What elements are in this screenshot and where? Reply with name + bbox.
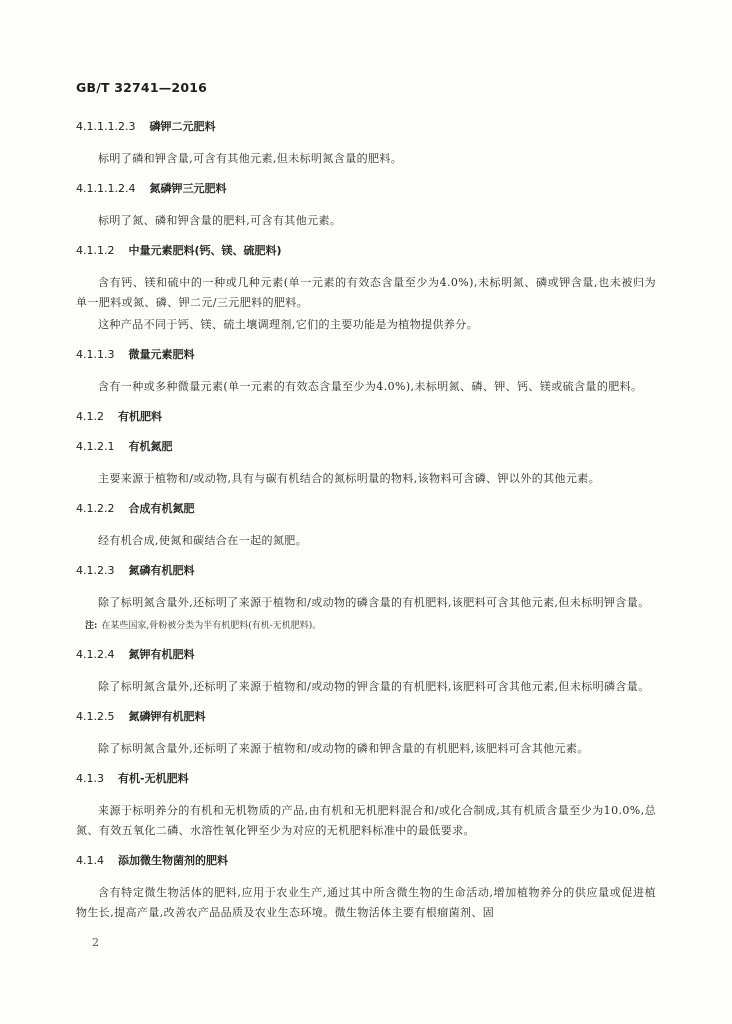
section-title: 微量元素肥料 bbox=[128, 348, 195, 361]
section-number: 4.1.2.5 bbox=[76, 710, 115, 723]
section-number: 4.1.1.3 bbox=[76, 348, 115, 361]
section-title: 有机氮肥 bbox=[128, 440, 173, 453]
section-paragraph: 含有特定微生物活体的肥料,应用于农业生产,通过其中所含微生物的生命活动,增加植物养分的供应量或促进植物生长,提高产量,改善农产品品质及农业生态环境。微生物活体主要有根瘤菌剂、固 bbox=[76, 886, 656, 919]
section-number: 4.1.1.2 bbox=[76, 244, 115, 257]
section-title: 氮磷钾有机肥料 bbox=[128, 710, 206, 723]
note-label: 注: bbox=[85, 621, 98, 631]
section-heading bbox=[76, 647, 656, 663]
section-heading bbox=[76, 563, 656, 579]
section-heading bbox=[76, 119, 656, 135]
section-title: 合成有机氮肥 bbox=[128, 502, 195, 515]
section-number: 4.1.2.2 bbox=[76, 502, 115, 515]
section-number: 4.1.2.4 bbox=[76, 648, 115, 661]
section-paragraph: 除了标明氮含量外,还标明了来源于植物和/或动物的钾含量的有机肥料,该肥料可含其他元素,但未标明磷含量。 bbox=[98, 680, 650, 693]
section-title: 磷钾二元肥料 bbox=[149, 120, 216, 133]
section-number: 4.1.1.1.2.4 bbox=[76, 182, 136, 195]
section-heading bbox=[76, 409, 656, 425]
section-paragraph: 含有一种或多种微量元素(单一元素的有效态含量至少为4.0%),未标明氮、磷、钾、钙、镁或硫含量的肥料。 bbox=[98, 380, 643, 393]
section-paragraph: 除了标明氮含量外,还标明了来源于植物和/或动物的磷含量的有机肥料,该肥料可含其他元素,但未标明钾含量。 bbox=[98, 596, 650, 609]
section-heading bbox=[76, 709, 656, 725]
section-number: 4.1.3 bbox=[76, 772, 104, 785]
section-heading bbox=[76, 501, 656, 517]
section-number: 4.1.2.3 bbox=[76, 564, 115, 577]
section-paragraph: 标明了氮、磷和钾含量的肥料,可含有其他元素。 bbox=[98, 214, 342, 227]
section-paragraph: 这种产品不同于钙、镁、硫土壤调理剂,它们的主要功能是为植物提供养分。 bbox=[98, 318, 479, 331]
section-title: 中量元素肥料(钙、镁、硫肥料) bbox=[128, 244, 282, 257]
section-paragraph: 标明了磷和钾含量,可含有其他元素,但未标明氮含量的肥料。 bbox=[98, 152, 403, 165]
section-note bbox=[76, 619, 656, 633]
section-title: 有机肥料 bbox=[118, 410, 162, 423]
section-heading bbox=[76, 439, 656, 455]
document-body bbox=[76, 119, 656, 935]
page-number: 2 bbox=[92, 936, 99, 949]
section-paragraph: 除了标明氮含量外,还标明了来源于植物和/或动物的磷和钾含量的有机肥料,该肥料可含其他元素。 bbox=[98, 742, 589, 755]
section-heading bbox=[76, 243, 656, 259]
section-title: 氮钾有机肥料 bbox=[128, 648, 195, 661]
section-heading bbox=[76, 347, 656, 363]
section-paragraph: 经有机合成,使氮和碳结合在一起的氮肥。 bbox=[98, 534, 308, 547]
section-title: 添加微生物菌剂的肥料 bbox=[118, 854, 228, 867]
section-number: 4.1.4 bbox=[76, 854, 104, 867]
standard-number-header: GB/T 32741—2016 bbox=[76, 80, 208, 95]
note-text: 在某些国家,骨粉被分类为半有机肥料(有机-无机肥料)。 bbox=[101, 621, 322, 631]
section-heading bbox=[76, 771, 656, 787]
section-paragraph: 主要来源于植物和/或动物,具有与碳有机结合的氮标明量的物料,该物料可含磷、钾以外的其他元素。 bbox=[98, 472, 601, 485]
section-paragraph: 含有钙、镁和硫中的一种或几种元素(单一元素的有效态含量至少为4.0%),未标明氮、磷或钾含量,也未被归为单一肥料或氮、磷、钾二元/三元肥料的肥料。 bbox=[76, 276, 656, 309]
section-paragraph: 来源于标明养分的有机和无机物质的产品,由有机和无机肥料混合和/或化合制成,其有机质含量至少为10.0%,总氮、有效五氧化二磷、水溶性氧化钾至少为对应的无机肥料标准中的最低要求。 bbox=[76, 804, 656, 837]
section-number: 4.1.2.1 bbox=[76, 440, 115, 453]
section-title: 氮磷钾三元肥料 bbox=[149, 182, 227, 195]
section-number: 4.1.1.1.2.3 bbox=[76, 120, 136, 133]
section-number: 4.1.2 bbox=[76, 410, 104, 423]
section-heading bbox=[76, 853, 656, 869]
section-title: 氮磷有机肥料 bbox=[128, 564, 195, 577]
section-heading bbox=[76, 181, 656, 197]
section-title: 有机-无机肥料 bbox=[118, 772, 189, 785]
